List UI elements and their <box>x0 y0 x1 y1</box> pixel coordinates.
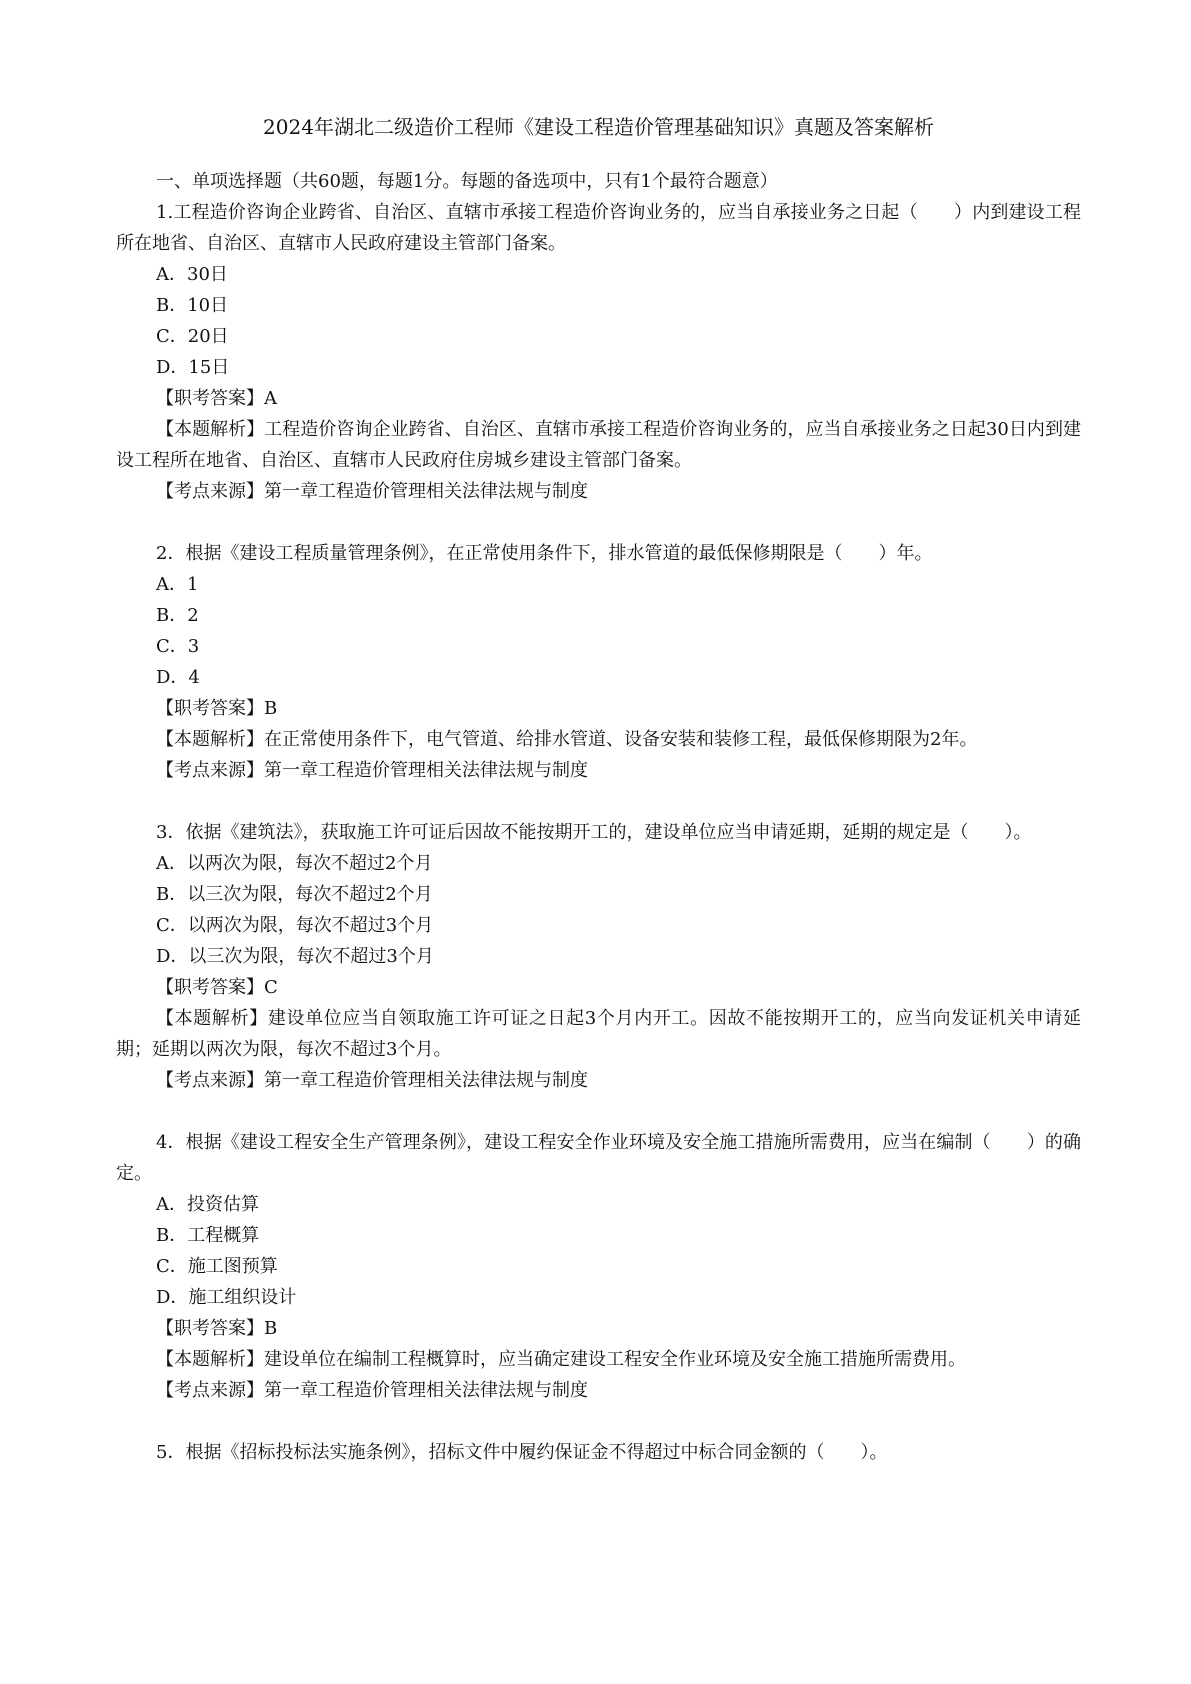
question-5-stem: 5．根据《招标投标法实施条例》，招标文件中履约保证金不得超过中标合同金额的（ ）。 <box>156 1442 888 1463</box>
option-c: C．以两次为限，每次不超过3个月 <box>156 915 434 936</box>
spacer <box>116 507 1081 538</box>
section-heading: 一、单项选择题（共60题，每题1分。每题的备选项中，只有1个最符合题意） <box>156 171 778 192</box>
option-a: A．以两次为限，每次不超过2个月 <box>156 853 433 874</box>
option-c: C．3 <box>156 636 200 657</box>
option-d: D．4 <box>156 667 200 688</box>
option-b: B．2 <box>156 605 199 626</box>
option-b: B．10日 <box>156 295 229 316</box>
option-d: D．施工组织设计 <box>156 1287 297 1308</box>
question-2 <box>116 538 1081 786</box>
option-a: A．投资估算 <box>156 1194 259 1215</box>
option-a: A．1 <box>156 574 199 595</box>
question-stem: 2．根据《建设工程质量管理条例》，在正常使用条件下，排水管道的最低保修期限是（ ）年。 <box>156 543 933 564</box>
spacer <box>116 786 1081 817</box>
analysis: 【本题解析】工程造价咨询企业跨省、自治区、直辖市承接工程造价咨询业务的，应当自承接业务之日起30日内到建设工程所在地省、自治区、直辖市人民政府住房城乡建设主管部门备案。 <box>116 419 1081 471</box>
answer: 【职考答案】A <box>156 388 277 409</box>
analysis: 【本题解析】建设单位应当自领取施工许可证之日起3个月内开工。因故不能按期开工的，应当向发证机关申请延期；延期以两次为限，每次不超过3个月。 <box>116 1008 1081 1060</box>
option-b: B．以三次为限，每次不超过2个月 <box>156 884 433 905</box>
analysis: 【本题解析】在正常使用条件下，电气管道、给排水管道、设备安装和装修工程，最低保修期限为2年。 <box>156 729 978 750</box>
source: 【考点来源】第一章工程造价管理相关法律法规与制度 <box>156 760 588 781</box>
question-stem: 3．依据《建筑法》，获取施工许可证后因故不能按期开工的，建设单位应当申请延期，延期的规定是（ ）。 <box>156 822 1032 843</box>
source: 【考点来源】第一章工程造价管理相关法律法规与制度 <box>156 1070 588 1091</box>
source: 【考点来源】第一章工程造价管理相关法律法规与制度 <box>156 1380 588 1401</box>
question-1 <box>116 197 1081 507</box>
spacer <box>116 1406 1081 1437</box>
question-stem: 4．根据《建设工程安全生产管理条例》，建设工程安全作业环境及安全施工措施所需费用，应当在编制（ ）的确定。 <box>116 1132 1081 1184</box>
document-title: 2024年湖北二级造价工程师《建设工程造价管理基础知识》真题及答案解析 <box>263 115 934 139</box>
option-c: C．20日 <box>156 326 229 347</box>
question-3 <box>116 817 1081 1096</box>
answer: 【职考答案】B <box>156 698 278 719</box>
question-4 <box>116 1127 1081 1406</box>
option-d: D．以三次为限，每次不超过3个月 <box>156 946 434 967</box>
spacer <box>116 1096 1081 1127</box>
option-b: B．工程概算 <box>156 1225 260 1246</box>
answer: 【职考答案】C <box>156 977 278 998</box>
option-c: C．施工图预算 <box>156 1256 278 1277</box>
option-a: A．30日 <box>156 264 228 285</box>
answer: 【职考答案】B <box>156 1318 278 1339</box>
source: 【考点来源】第一章工程造价管理相关法律法规与制度 <box>156 481 588 502</box>
analysis: 【本题解析】建设单位在编制工程概算时，应当确定建设工程安全作业环境及安全施工措施所需费用。 <box>156 1349 966 1370</box>
option-d: D．15日 <box>156 357 230 378</box>
question-stem: 1.工程造价咨询企业跨省、自治区、直辖市承接工程造价咨询业务的，应当自承接业务之日起（ ）内到建设工程所在地省、自治区、直辖市人民政府建设主管部门备案。 <box>116 202 1081 254</box>
